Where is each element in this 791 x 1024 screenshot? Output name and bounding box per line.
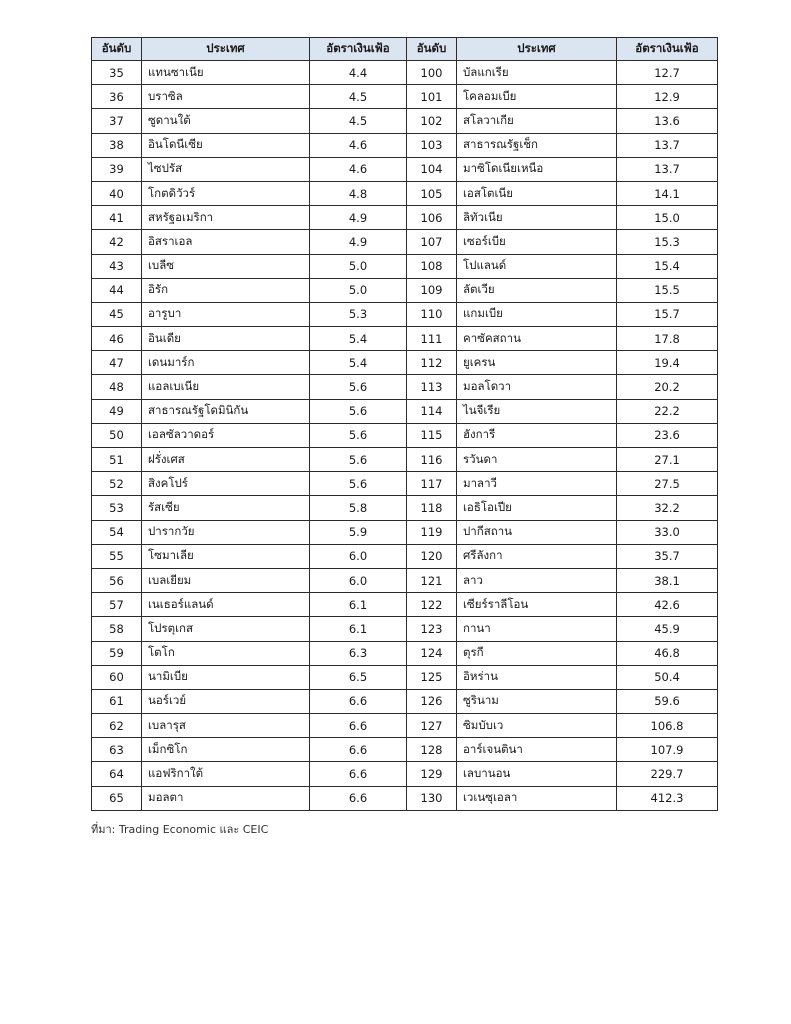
inflation-right-cell: 19.4: [617, 351, 718, 375]
table-row: [92, 206, 718, 230]
rank-left-cell: 57: [92, 593, 142, 617]
country-right-cell: ซิมบับเว: [457, 714, 617, 738]
header-rank-right: อันดับ: [407, 38, 457, 61]
inflation-right-cell: 107.9: [617, 738, 718, 762]
rank-right-cell: 104: [407, 157, 457, 181]
inflation-left-cell: 4.9: [310, 230, 407, 254]
country-left-cell: แอลเบเนีย: [142, 375, 310, 399]
rank-right-cell: 119: [407, 520, 457, 544]
country-left-cell: แอฟริกาใต้: [142, 762, 310, 786]
rank-left-cell: 63: [92, 738, 142, 762]
table-row: [92, 496, 718, 520]
rank-right-cell: 124: [407, 641, 457, 665]
inflation-right-cell: 23.6: [617, 423, 718, 447]
country-right-cell: สโลวาเกีย: [457, 109, 617, 133]
rank-right-cell: 109: [407, 278, 457, 302]
country-right-cell: โคลอมเบีย: [457, 85, 617, 109]
country-right-cell: เอสโตเนีย: [457, 181, 617, 205]
country-right-cell: อาร์เจนตินา: [457, 738, 617, 762]
country-left-cell: โกตดิวัวร์: [142, 181, 310, 205]
rank-left-cell: 47: [92, 351, 142, 375]
country-right-cell: เวเนซุเอลา: [457, 786, 617, 810]
country-right-cell: สาธารณรัฐเช็ก: [457, 133, 617, 157]
country-left-cell: แทนซาเนีย: [142, 61, 310, 85]
rank-right-cell: 126: [407, 689, 457, 713]
inflation-left-cell: 5.3: [310, 302, 407, 326]
inflation-left-cell: 4.6: [310, 133, 407, 157]
header-inflation-right: อัตราเงินเฟ้อ: [617, 38, 718, 61]
inflation-left-cell: 5.8: [310, 496, 407, 520]
table-row: [92, 85, 718, 109]
rank-right-cell: 101: [407, 85, 457, 109]
rank-right-cell: 130: [407, 786, 457, 810]
inflation-right-cell: 15.4: [617, 254, 718, 278]
inflation-right-cell: 17.8: [617, 327, 718, 351]
inflation-right-cell: 45.9: [617, 617, 718, 641]
inflation-left-cell: 4.6: [310, 157, 407, 181]
rank-right-cell: 114: [407, 399, 457, 423]
country-right-cell: ยูเครน: [457, 351, 617, 375]
rank-left-cell: 42: [92, 230, 142, 254]
table-row: [92, 448, 718, 472]
country-right-cell: เอธิโอเปีย: [457, 496, 617, 520]
country-right-cell: มอลโดวา: [457, 375, 617, 399]
rank-left-cell: 64: [92, 762, 142, 786]
table-row: [92, 254, 718, 278]
table-row: [92, 327, 718, 351]
country-right-cell: ซูรินาม: [457, 689, 617, 713]
country-left-cell: สหรัฐอเมริกา: [142, 206, 310, 230]
inflation-left-cell: 6.1: [310, 617, 407, 641]
inflation-right-cell: 13.7: [617, 133, 718, 157]
rank-left-cell: 36: [92, 85, 142, 109]
inflation-left-cell: 6.6: [310, 714, 407, 738]
inflation-left-cell: 6.6: [310, 738, 407, 762]
table-header-row: [92, 38, 718, 61]
header-rank-left: อันดับ: [92, 38, 142, 61]
inflation-right-cell: 15.7: [617, 302, 718, 326]
rank-right-cell: 129: [407, 762, 457, 786]
country-right-cell: กานา: [457, 617, 617, 641]
rank-left-cell: 54: [92, 520, 142, 544]
rank-left-cell: 62: [92, 714, 142, 738]
country-left-cell: ฝรั่งเศส: [142, 448, 310, 472]
country-right-cell: ปากีสถาน: [457, 520, 617, 544]
inflation-left-cell: 5.6: [310, 375, 407, 399]
table-body: [92, 61, 718, 811]
country-left-cell: เบลเยียม: [142, 568, 310, 592]
table-row: [92, 714, 718, 738]
rank-left-cell: 58: [92, 617, 142, 641]
inflation-right-cell: 12.7: [617, 61, 718, 85]
inflation-right-cell: 412.3: [617, 786, 718, 810]
source-note: ที่มา: Trading Economic และ CEIC: [91, 823, 269, 836]
rank-right-cell: 123: [407, 617, 457, 641]
table-row: [92, 109, 718, 133]
country-right-cell: ศรีลังกา: [457, 544, 617, 568]
country-right-cell: ไนจีเรีย: [457, 399, 617, 423]
inflation-right-cell: 15.0: [617, 206, 718, 230]
rank-left-cell: 56: [92, 568, 142, 592]
rank-right-cell: 103: [407, 133, 457, 157]
table-row: [92, 617, 718, 641]
rank-left-cell: 46: [92, 327, 142, 351]
rank-right-cell: 116: [407, 448, 457, 472]
inflation-right-cell: 20.2: [617, 375, 718, 399]
rank-left-cell: 37: [92, 109, 142, 133]
header-inflation-left: อัตราเงินเฟ้อ: [310, 38, 407, 61]
inflation-right-cell: 59.6: [617, 689, 718, 713]
table-row: [92, 351, 718, 375]
inflation-left-cell: 5.4: [310, 351, 407, 375]
country-right-cell: อิหร่าน: [457, 665, 617, 689]
inflation-right-cell: 42.6: [617, 593, 718, 617]
rank-left-cell: 55: [92, 544, 142, 568]
inflation-right-cell: 13.7: [617, 157, 718, 181]
rank-left-cell: 50: [92, 423, 142, 447]
table-row: [92, 181, 718, 205]
country-left-cell: อิรัก: [142, 278, 310, 302]
country-left-cell: มอลตา: [142, 786, 310, 810]
country-left-cell: เดนมาร์ก: [142, 351, 310, 375]
rank-left-cell: 35: [92, 61, 142, 85]
country-right-cell: มาลาวี: [457, 472, 617, 496]
country-left-cell: อารูบา: [142, 302, 310, 326]
country-left-cell: ไซปรัส: [142, 157, 310, 181]
inflation-left-cell: 4.4: [310, 61, 407, 85]
inflation-left-cell: 4.8: [310, 181, 407, 205]
rank-left-cell: 61: [92, 689, 142, 713]
rank-left-cell: 60: [92, 665, 142, 689]
country-left-cell: เนเธอร์แลนด์: [142, 593, 310, 617]
table-row: [92, 278, 718, 302]
table-row: [92, 568, 718, 592]
rank-right-cell: 107: [407, 230, 457, 254]
country-left-cell: นามิเบีย: [142, 665, 310, 689]
country-left-cell: เอลซัลวาดอร์: [142, 423, 310, 447]
inflation-right-cell: 50.4: [617, 665, 718, 689]
rank-right-cell: 106: [407, 206, 457, 230]
table-row: [92, 593, 718, 617]
table-row: [92, 230, 718, 254]
header-country-left: ประเทศ: [142, 38, 310, 61]
table-row: [92, 61, 718, 85]
country-left-cell: อินเดีย: [142, 327, 310, 351]
inflation-right-cell: 38.1: [617, 568, 718, 592]
inflation-left-cell: 6.6: [310, 786, 407, 810]
country-right-cell: แกมเบีย: [457, 302, 617, 326]
country-right-cell: ลัตเวีย: [457, 278, 617, 302]
rank-right-cell: 115: [407, 423, 457, 447]
country-right-cell: คาซัคสถาน: [457, 327, 617, 351]
rank-left-cell: 49: [92, 399, 142, 423]
country-left-cell: ปารากวัย: [142, 520, 310, 544]
inflation-left-cell: 6.6: [310, 689, 407, 713]
rank-left-cell: 41: [92, 206, 142, 230]
inflation-left-cell: 4.5: [310, 85, 407, 109]
country-right-cell: โปแลนด์: [457, 254, 617, 278]
table-row: [92, 641, 718, 665]
country-right-cell: ตุรกี: [457, 641, 617, 665]
inflation-right-cell: 15.3: [617, 230, 718, 254]
rank-left-cell: 45: [92, 302, 142, 326]
rank-left-cell: 38: [92, 133, 142, 157]
inflation-left-cell: 5.9: [310, 520, 407, 544]
table-row: [92, 472, 718, 496]
table-row: [92, 302, 718, 326]
inflation-right-cell: 46.8: [617, 641, 718, 665]
rank-left-cell: 65: [92, 786, 142, 810]
inflation-right-cell: 15.5: [617, 278, 718, 302]
header-country-right: ประเทศ: [457, 38, 617, 61]
country-right-cell: เซอร์เบีย: [457, 230, 617, 254]
inflation-right-cell: 13.6: [617, 109, 718, 133]
rank-right-cell: 102: [407, 109, 457, 133]
country-left-cell: ซูดานใต้: [142, 109, 310, 133]
inflation-right-cell: 12.9: [617, 85, 718, 109]
table-row: [92, 689, 718, 713]
inflation-right-cell: 27.5: [617, 472, 718, 496]
table-row: [92, 399, 718, 423]
country-left-cell: อินโดนีเซีย: [142, 133, 310, 157]
rank-right-cell: 105: [407, 181, 457, 205]
rank-right-cell: 122: [407, 593, 457, 617]
country-right-cell: รวันดา: [457, 448, 617, 472]
table-row: [92, 762, 718, 786]
rank-right-cell: 120: [407, 544, 457, 568]
country-right-cell: เซียร์ราลีโอน: [457, 593, 617, 617]
rank-left-cell: 44: [92, 278, 142, 302]
table-row: [92, 375, 718, 399]
inflation-right-cell: 35.7: [617, 544, 718, 568]
inflation-left-cell: 5.6: [310, 448, 407, 472]
country-left-cell: โตโก: [142, 641, 310, 665]
inflation-right-cell: 33.0: [617, 520, 718, 544]
rank-left-cell: 48: [92, 375, 142, 399]
rank-left-cell: 52: [92, 472, 142, 496]
rank-right-cell: 118: [407, 496, 457, 520]
inflation-right-cell: 229.7: [617, 762, 718, 786]
country-left-cell: รัสเซีย: [142, 496, 310, 520]
rank-right-cell: 111: [407, 327, 457, 351]
rank-right-cell: 113: [407, 375, 457, 399]
table-row: [92, 665, 718, 689]
country-right-cell: ลาว: [457, 568, 617, 592]
country-left-cell: โซมาเลีย: [142, 544, 310, 568]
rank-right-cell: 112: [407, 351, 457, 375]
inflation-left-cell: 5.6: [310, 399, 407, 423]
country-left-cell: เม็กซิโก: [142, 738, 310, 762]
rank-right-cell: 110: [407, 302, 457, 326]
table-row: [92, 133, 718, 157]
country-right-cell: ฮังการี: [457, 423, 617, 447]
table-row: [92, 423, 718, 447]
inflation-right-cell: 27.1: [617, 448, 718, 472]
inflation-left-cell: 6.0: [310, 544, 407, 568]
rank-right-cell: 108: [407, 254, 457, 278]
inflation-left-cell: 6.5: [310, 665, 407, 689]
inflation-left-cell: 5.0: [310, 278, 407, 302]
table-row: [92, 738, 718, 762]
table-row: [92, 520, 718, 544]
table-row: [92, 786, 718, 810]
country-left-cell: โปรตุเกส: [142, 617, 310, 641]
inflation-left-cell: 6.6: [310, 762, 407, 786]
inflation-ranking-table: [91, 37, 718, 811]
country-left-cell: อิสราเอล: [142, 230, 310, 254]
rank-right-cell: 100: [407, 61, 457, 85]
rank-left-cell: 40: [92, 181, 142, 205]
inflation-left-cell: 5.6: [310, 472, 407, 496]
rank-left-cell: 59: [92, 641, 142, 665]
inflation-right-cell: 22.2: [617, 399, 718, 423]
table-row: [92, 544, 718, 568]
country-left-cell: เบลีซ: [142, 254, 310, 278]
rank-left-cell: 53: [92, 496, 142, 520]
rank-right-cell: 128: [407, 738, 457, 762]
inflation-left-cell: 4.5: [310, 109, 407, 133]
table-row: [92, 157, 718, 181]
inflation-right-cell: 106.8: [617, 714, 718, 738]
inflation-right-cell: 32.2: [617, 496, 718, 520]
country-left-cell: สิงคโปร์: [142, 472, 310, 496]
rank-right-cell: 125: [407, 665, 457, 689]
rank-left-cell: 39: [92, 157, 142, 181]
rank-right-cell: 121: [407, 568, 457, 592]
inflation-left-cell: 5.0: [310, 254, 407, 278]
country-left-cell: เบลารุส: [142, 714, 310, 738]
rank-left-cell: 43: [92, 254, 142, 278]
inflation-left-cell: 6.0: [310, 568, 407, 592]
country-right-cell: มาซิโดเนียเหนือ: [457, 157, 617, 181]
inflation-left-cell: 5.6: [310, 423, 407, 447]
country-right-cell: ลิทัวเนีย: [457, 206, 617, 230]
inflation-left-cell: 6.1: [310, 593, 407, 617]
inflation-right-cell: 14.1: [617, 181, 718, 205]
country-left-cell: บราซิล: [142, 85, 310, 109]
inflation-left-cell: 5.4: [310, 327, 407, 351]
inflation-left-cell: 6.3: [310, 641, 407, 665]
country-right-cell: บัลแกเรีย: [457, 61, 617, 85]
rank-left-cell: 51: [92, 448, 142, 472]
country-left-cell: สาธารณรัฐโดมินิกัน: [142, 399, 310, 423]
country-right-cell: เลบานอน: [457, 762, 617, 786]
inflation-left-cell: 4.9: [310, 206, 407, 230]
rank-right-cell: 117: [407, 472, 457, 496]
rank-right-cell: 127: [407, 714, 457, 738]
country-left-cell: นอร์เวย์: [142, 689, 310, 713]
